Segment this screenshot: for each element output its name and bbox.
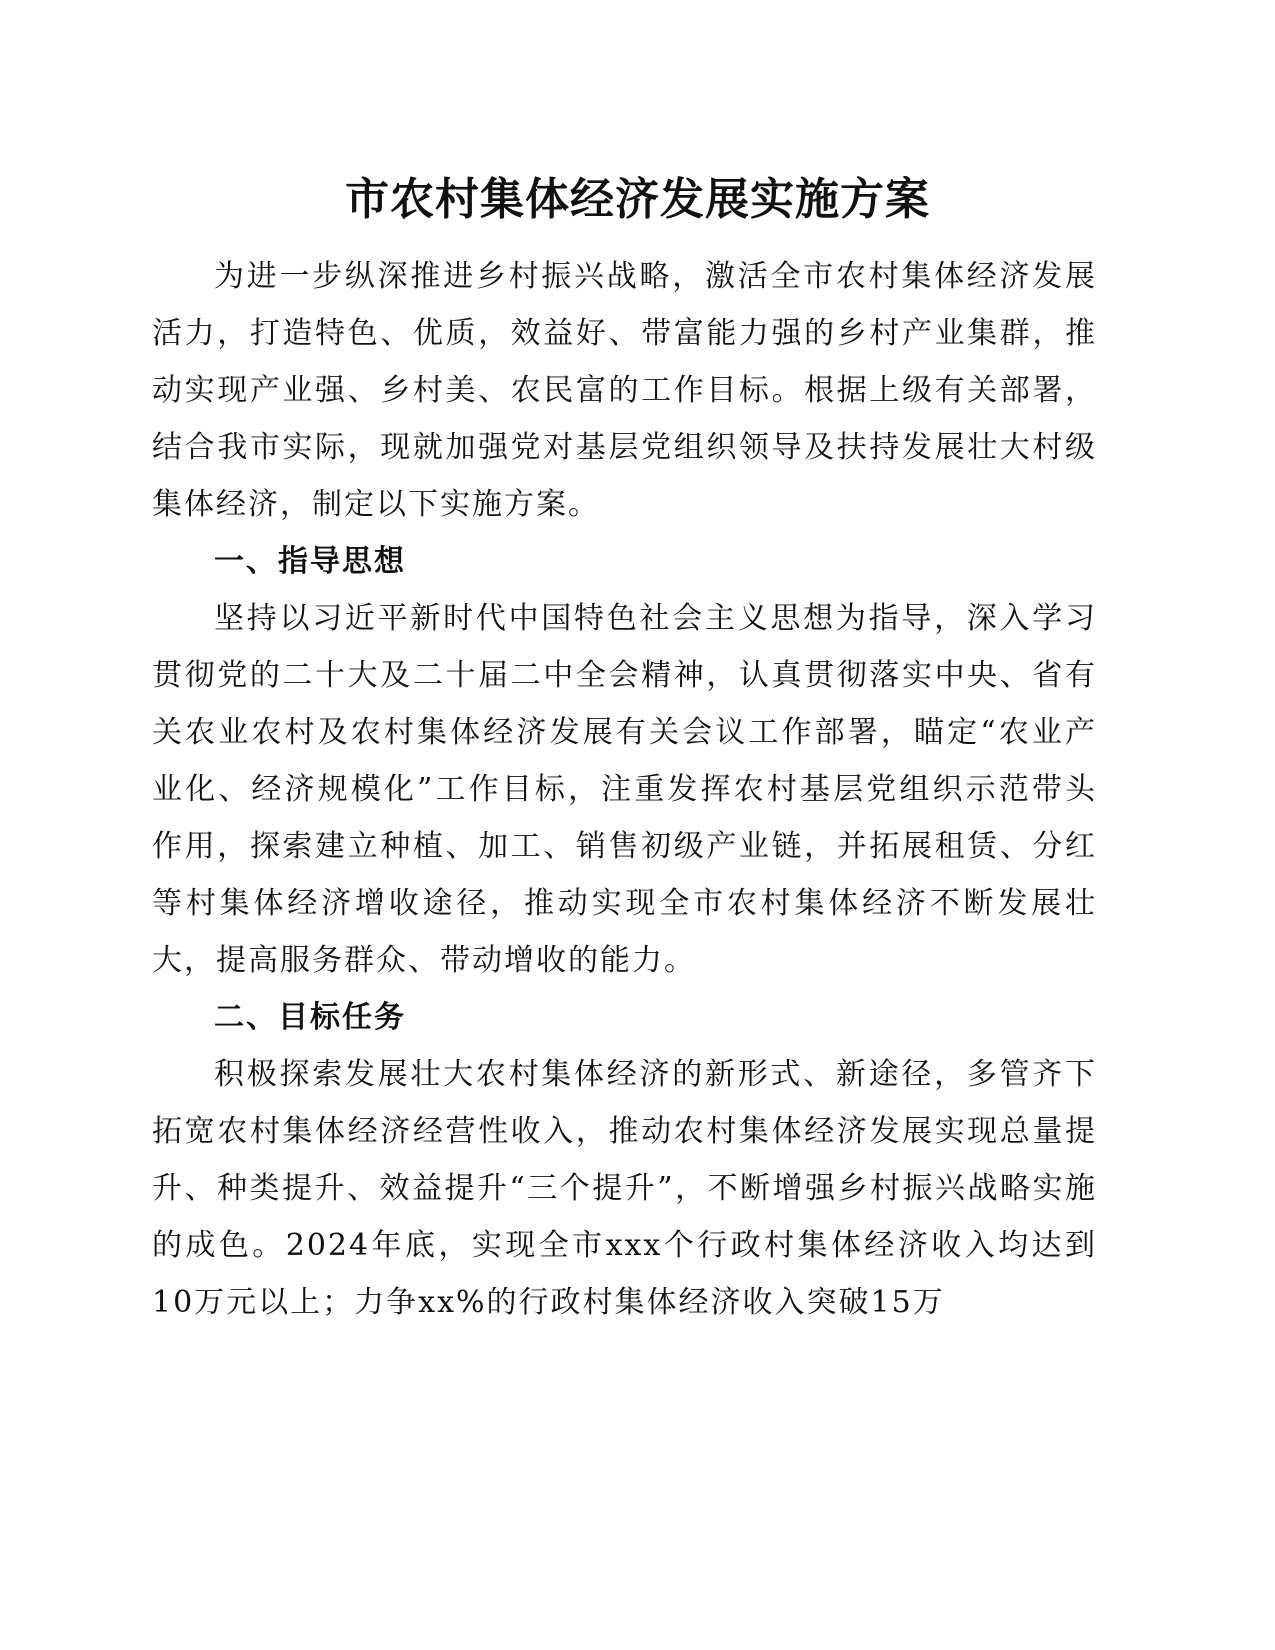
document-title: 市农村集体经济发展实施方案 — [345, 174, 930, 225]
intro-paragraph: 为进一步纵深推进乡村振兴战略，激活全市农村集体经济发展活力，打造特色、优质，效益好、带富能力强的乡村产业集群，推动实现产业强、乡村美、农民富的工作目标。根据上级有关部署，结合我市实际，现就加强党对基层党组织领导及扶持发展壮大村级集体经济，制定以下实施方案。 — [152, 259, 1097, 522]
section-heading-guiding-ideology: 一、指导思想 — [214, 544, 406, 579]
section-paragraph-goals-tasks: 积极探索发展壮大农村集体经济的新形式、新途径，多管齐下拓宽农村集体经济经营性收入，推动农村集体经济发展实现总量提升、种类提升、效益提升“三个提升”，不断增强乡村振兴战略实施的成色。2024年底，实现全市xxx个行政村集体经济收入均达到10万元以上；力争xx%的行政村集体经济收入突破15万 — [152, 1057, 1097, 1320]
section-paragraph-guiding-ideology: 坚持以习近平新时代中国特色社会主义思想为指导，深入学习贯彻党的二十大及二十届二中全会精神，认真贯彻落实中央、省有关农业农村及农村集体经济发展有关会议工作部署，瞄定“农业产业化、经济规模化”工作目标，注重发挥农村基层党组织示范带头作用，探索建立种植、加工、销售初级产业链，并拓展租赁、分红等村集体经济增收途径，推动实现全市农村集体经济不断发展壮大，提高服务群众、带动增收的能力。 — [152, 601, 1097, 978]
section-heading-goals-tasks: 二、目标任务 — [214, 1000, 406, 1035]
document-body — [152, 248, 1097, 1331]
